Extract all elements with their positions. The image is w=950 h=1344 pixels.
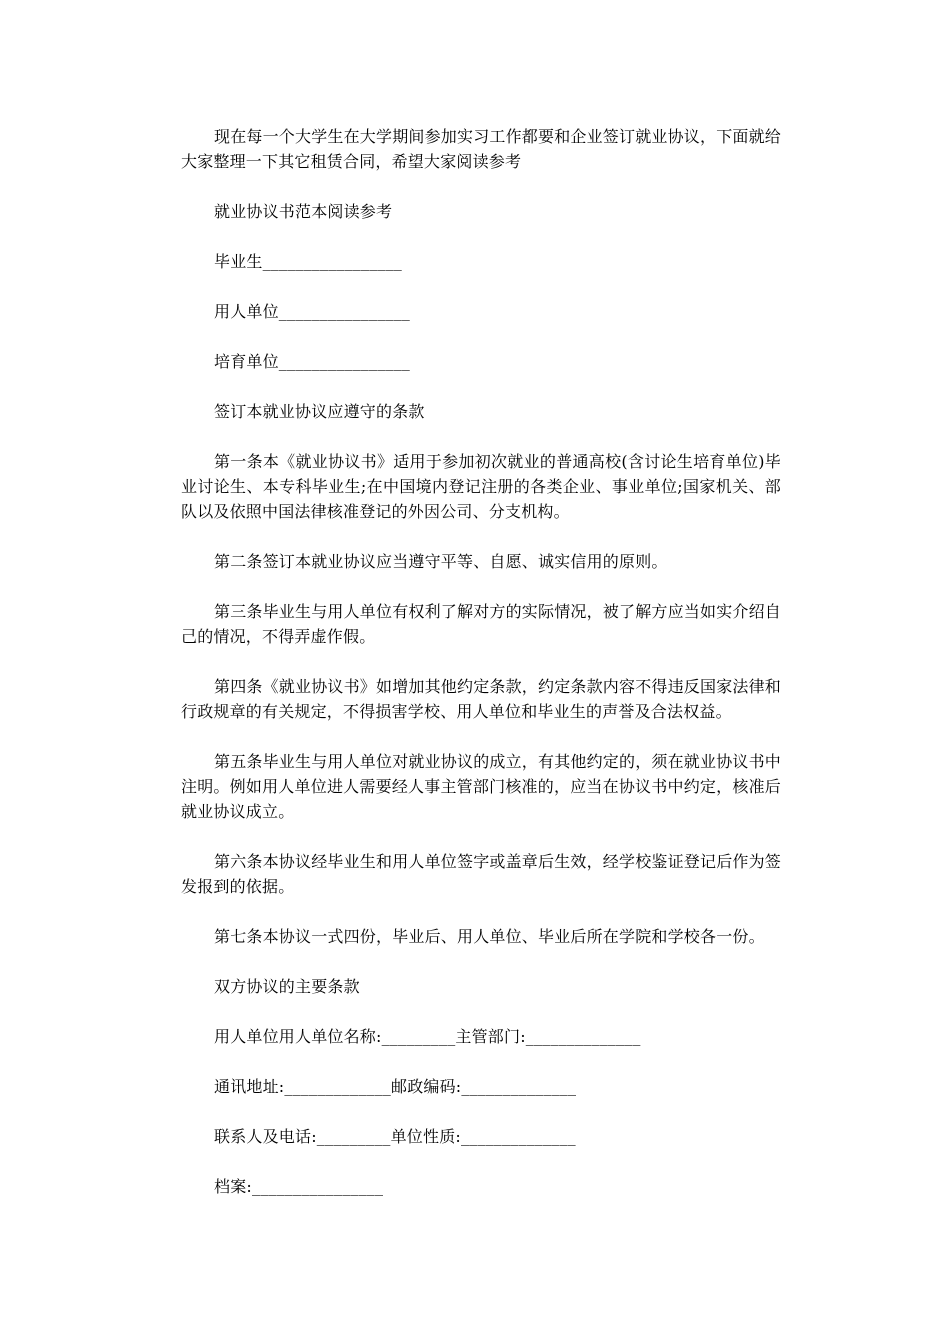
main-terms-heading: 双方协议的主要条款 bbox=[214, 977, 360, 996]
article-5: 第五条毕业生与用人单位对就业协议的成立，有其他约定的，须在就业协议书中注明。例如用人单位进人需要经人事主管部门核准的，应当在协议书中约定，核准后就业协议成立。 bbox=[181, 752, 782, 821]
document-title: 就业协议书范本阅读参考 bbox=[214, 202, 393, 221]
employer-name-field-line: 用人单位用人单位名称:_________主管部门:______________ bbox=[214, 1027, 641, 1046]
article-2: 第二条签订本就业协议应当遵守平等、自愿、诚实信用的原则。 bbox=[214, 552, 668, 571]
article-3: 第三条毕业生与用人单位有权利了解对方的实际情况，被了解方应当如实介绍自己的情况，不得弄虚作假。 bbox=[181, 602, 782, 646]
terms-heading: 签订本就业协议应遵守的条款 bbox=[214, 402, 425, 421]
contact-field-line: 联系人及电话:_________单位性质:______________ bbox=[214, 1127, 576, 1146]
intro-paragraph: 现在每一个大学生在大学期间参加实习工作都要和企业签订就业协议，下面就给大家整理一下其它租赁合同，希望大家阅读参考 bbox=[181, 127, 782, 171]
employer-field-line: 用人单位________________ bbox=[214, 302, 411, 321]
document-body bbox=[181, 124, 781, 1224]
article-1: 第一条本《就业协议书》适用于参加初次就业的普通高校(含讨论生培育单位)毕业讨论生、本专科毕业生;在中国境内登记注册的各类企业、事业单位;国家机关、部队以及依照中国法律核准登记的外因公司、分支机构。 bbox=[181, 452, 781, 521]
training-unit-field-line: 培育单位________________ bbox=[214, 352, 411, 371]
article-6: 第六条本协议经毕业生和用人单位签字或盖章后生效，经学校鉴证登记后作为签发报到的依据。 bbox=[181, 852, 782, 896]
address-field-line: 通讯地址:_____________邮政编码:______________ bbox=[214, 1077, 577, 1096]
article-4: 第四条《就业协议书》如增加其他约定条款，约定条款内容不得违反国家法律和行政规章的有关规定，不得损害学校、用人单位和毕业生的声誉及合法权益。 bbox=[181, 677, 782, 721]
article-7: 第七条本协议一式四份，毕业后、用人单位、毕业后所在学院和学校各一份。 bbox=[214, 927, 765, 946]
archive-field-line: 档案:________________ bbox=[214, 1177, 384, 1196]
graduate-field-line: 毕业生_________________ bbox=[214, 252, 403, 271]
